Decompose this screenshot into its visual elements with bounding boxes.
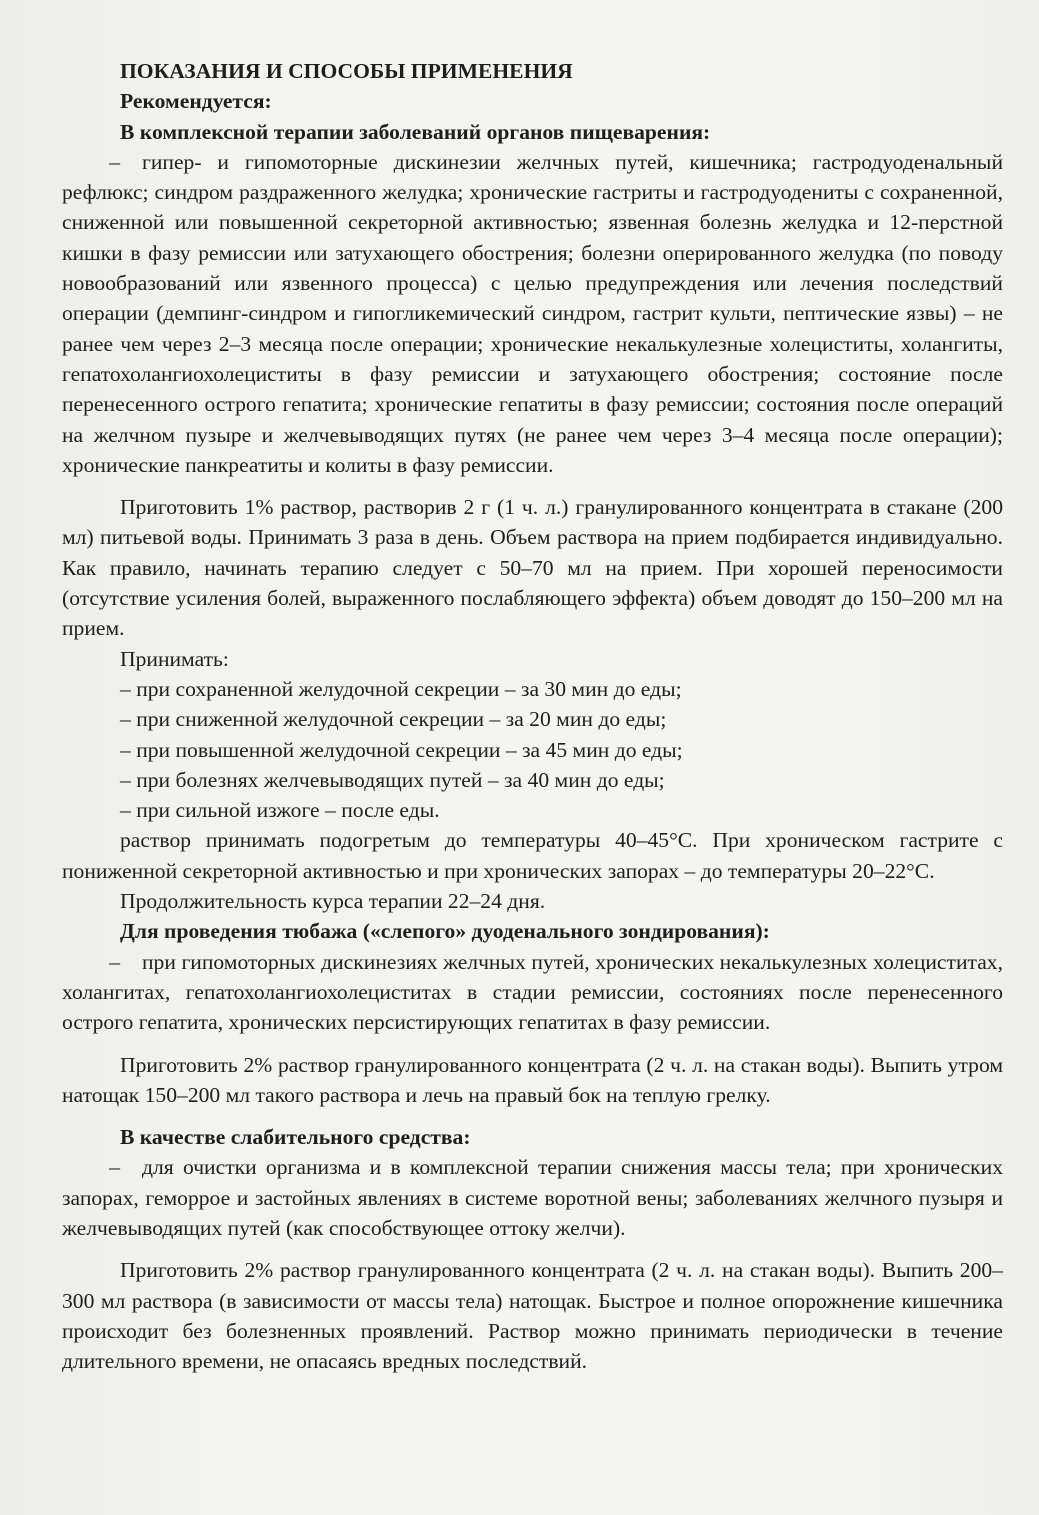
section-laxative-title: В качестве слабительного средства: (120, 1125, 471, 1150)
indications-text: для очистки организма и в комплексной терапии снижения массы тела; при хронических запорах, геморрое и застойных явлениях в системе воротной вены; заболеваниях желчного пузыря и желчевыводящих путей (как способствующее оттоку желчи). (62, 1155, 1003, 1240)
indications-text: при гипомоторных дискинезиях желчных путей, хронических некалькулезных холециститах, холангитах, гепатохолангиохолециститах в стадии ремиссии, состояниях после перенесенного острого гепатита, хронических персистирующих гепатитах в фазу ремиссии. (62, 949, 1003, 1035)
section-digestive-title: В комплексной терапии заболеваний органов пищеварения: (120, 119, 711, 144)
section-digestive-indications (62, 147, 1003, 480)
section-laxative-preparation: Приготовить 2% раствор гранулированного концентрата (2 ч. л. на стакан воды). Выпить 200–300 мл раствора (в зависимости от массы тела) натощак. Быстрое и полное опорожнение кишечника происходит без болезненных проявлений. Раствор можно принимать периодически в течение длительного времени, не опасаясь вредных последствий. (62, 1258, 1003, 1374)
list-item: – при повышенной желудочной секреции – за 45 мин до еды; (120, 737, 683, 762)
bullet-dash: – (109, 149, 120, 174)
list-item: – при сохраненной желудочной секреции – за 30 мин до еды; (120, 676, 682, 701)
temperature-note: раствор принимать подогретым до температуры 40–45°С. При хроническом гастрите с пониженной секреторной активностью и при хронических запорах – до температуры 20–22°С. (62, 828, 1003, 883)
bullet-dash: – (109, 1155, 120, 1180)
list-item: – при сниженной желудочной секреции – за 20 мин до еды; (120, 707, 667, 732)
section-tubage-preparation: Приготовить 2% раствор гранулированного концентрата (2 ч. л. на стакан воды). Выпить утром натощак 150–200 мл такого раствора и лечь на правый бок на теплую грелку. (62, 1052, 1003, 1107)
course-duration: Продолжительность курса терапии 22–24 дня. (120, 889, 546, 914)
recommended-label: Рекомендуется: (120, 89, 272, 114)
list-item: – при сильной изжоге – после еды. (120, 798, 440, 823)
section-tubage-title: Для проведения тюбажа («слепого» дуоденального зондирования): (120, 919, 770, 944)
list-item: – при болезнях желчевыводящих путей – за 40 мин до еды; (120, 767, 665, 792)
take-list (62, 674, 1003, 825)
page-heading: ПОКАЗАНИЯ И СПОСОБЫ ПРИМЕНЕНИЯ (120, 59, 573, 83)
bullet-dash: – (109, 949, 120, 974)
section-digestive-preparation: Приготовить 1% раствор, растворив 2 г (1 ч. л.) гранулированного концентрата в стакане (200 мл) питьевой воды. Принимать 3 раза в день. Объем раствора на прием подбирается индивидуально. Как правило, начинать терапию следует с 50–70 мл на прием. При хорошей переносимости (отсутствие усиления болей, выраженного послабляющего эффекта) объем доводят до 150–200 мл на прием. (62, 495, 1003, 641)
section-laxative-indications (62, 1152, 1003, 1243)
indications-text: гипер- и гипомоторные дискинезии желчных путей, кишечника; гастродуоденальный рефлюкс; синдром раздраженного желудка; хронические гастриты и гастродуодениты с сохраненной, сниженной или повышенной секреторной активностью; язвенная болезнь желудка и 12-перстной кишки в фазу ремиссии или затухающего обострения; болезни оперированного желудка (по поводу новообразований или язвенного процесса) с целью предупреждения или лечения последствий операции (демпинг-синдром и гипогликемический синдром, гастрит культи, пептические язвы) – не ранее чем через 2–3 месяца после операции; хронические некалькулезные холециститы, холангиты, гепатохолангиохолециститы в фазу ремиссии и затухающего обострения; состояние после перенесенного острого гепатита; хронические гепатиты в фазу ремиссии; состояния после операций на желчном пузыре и желчевыводящих путях (не ранее чем через 3–4 месяца после операции); хронические панкреатиты и колиты в фазу ремиссии. (62, 149, 1003, 477)
section-tubage-indications (62, 947, 1003, 1038)
take-label: Принимать: (120, 646, 229, 671)
